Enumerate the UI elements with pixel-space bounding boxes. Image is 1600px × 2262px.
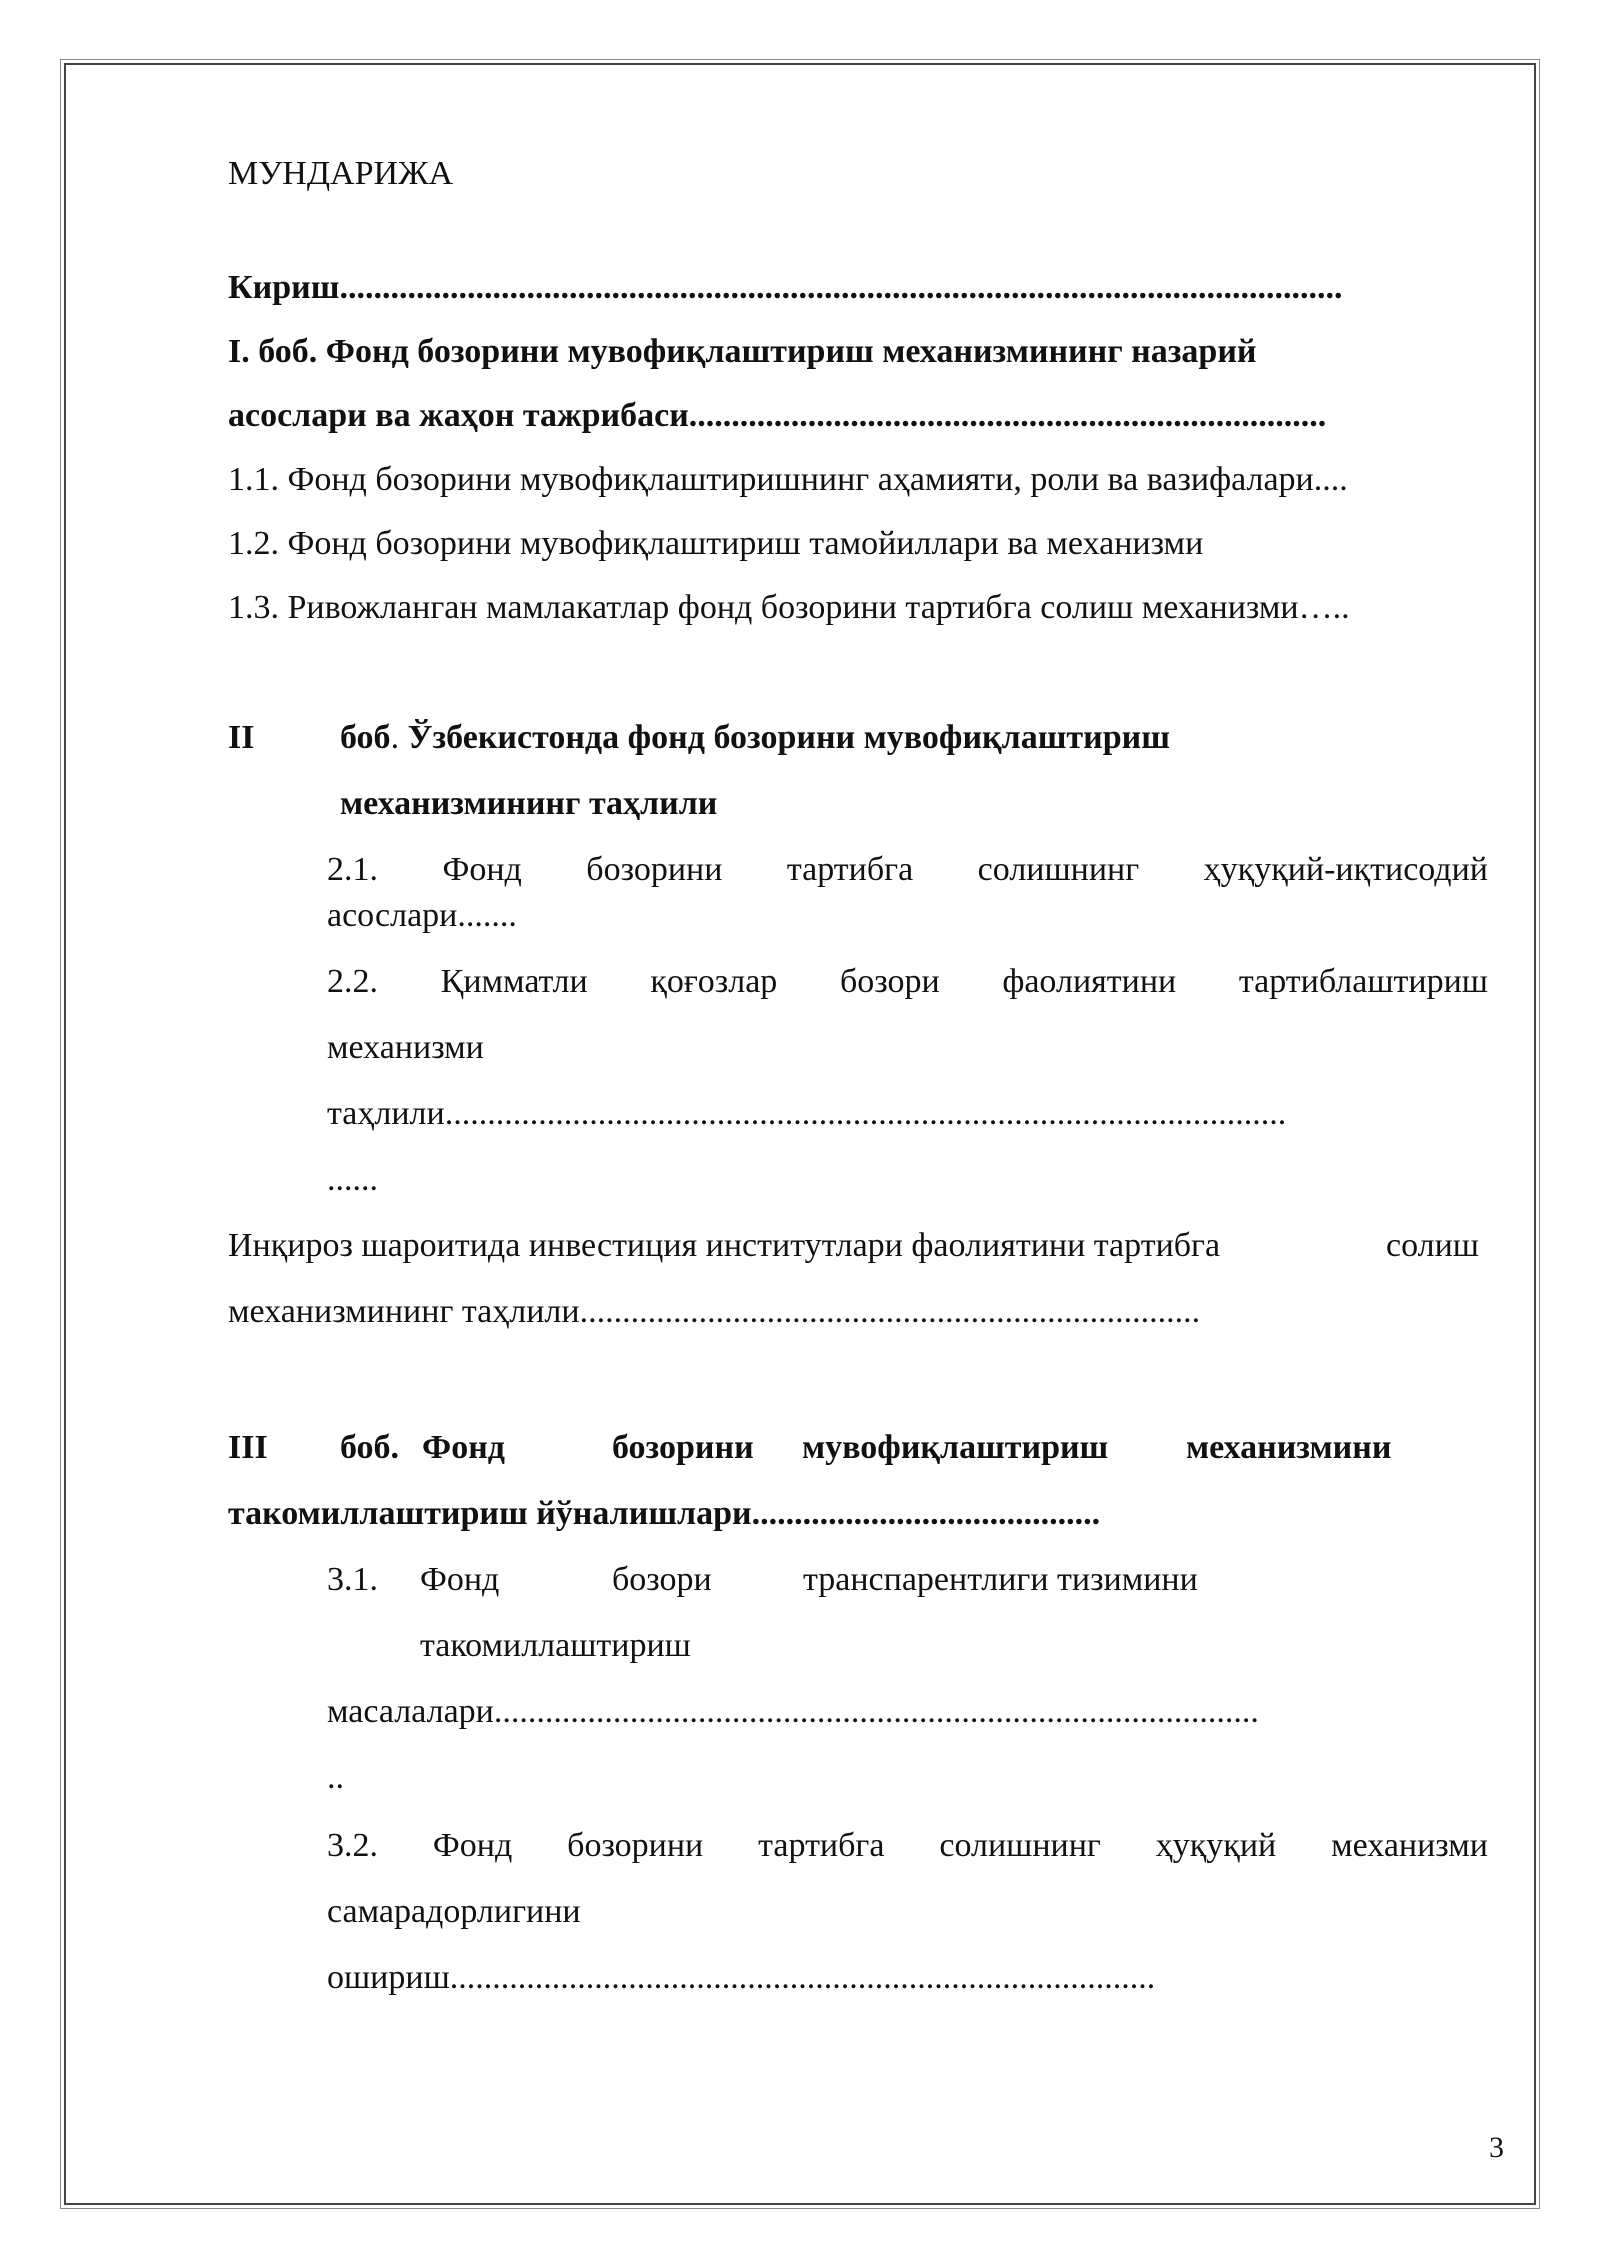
- toc-word: 3.2.: [327, 1827, 378, 1864]
- toc-section-2-3-line-1: Инқироз шароитида инвестиция институтлари фаолиятини тартибга: [228, 1227, 1221, 1264]
- toc-word: солишнинг: [977, 851, 1140, 888]
- toc-section-3-1-word: Фонд: [420, 1561, 500, 1598]
- toc-chapter-3-bob: боб.: [340, 1429, 400, 1466]
- toc-word: 2.1.: [327, 851, 378, 888]
- toc-section-2-3-line-2: механизмининг таҳлили.........................................................................: [228, 1293, 1201, 1330]
- toc-word: 2.2.: [327, 963, 378, 1000]
- toc-chapter-1-line-2: асослари ва жаҳон тажрибаси...........................................................................: [228, 397, 1327, 434]
- toc-word: бозори: [839, 963, 940, 1000]
- toc-chapter-2-line-1: [340, 718, 1170, 758]
- toc-chapter-3-word: бозорини: [612, 1429, 754, 1466]
- page-number: 3: [1489, 2131, 1504, 2164]
- toc-word: Қимматли: [440, 963, 588, 1000]
- toc-section-1-3: 1.3. Ривожланган мамлакатлар фонд бозорини тартибга солиш механизми…..: [228, 589, 1350, 626]
- toc-section-3-1-word: бозори: [612, 1561, 712, 1598]
- toc-section-2-1-line-2: асослари.......: [327, 897, 517, 934]
- toc-chapter-1-line-1: I. боб. Фонд бозорини мувофиқлаштириш механизмининг назарий: [228, 333, 1257, 370]
- page-border: [64, 63, 1536, 2205]
- toc-word: ҳуқуқий: [1155, 1827, 1277, 1864]
- toc-section-3-1-line-2: такомиллаштириш: [420, 1627, 691, 1664]
- toc-section-3-2-line-3: ошириш...................................................................................: [327, 1959, 1156, 1996]
- toc-section-3-2-line-2: самарадорлигини: [327, 1893, 581, 1930]
- toc-intro: Кириш......................................................................................................................: [228, 269, 1343, 306]
- toc-section-2-2-line-4: ......: [327, 1161, 378, 1198]
- toc-word: бозорини: [586, 851, 723, 888]
- toc-chapter-3-word: Фонд: [422, 1429, 505, 1466]
- toc-section-2-2-line-1: [327, 962, 1488, 1002]
- toc-chapter-3-number: III: [228, 1429, 268, 1466]
- toc-word: бозорини: [567, 1827, 704, 1864]
- toc-chapter-3-word: мувофиқлаштириш: [802, 1429, 1109, 1466]
- toc-section-3-1-number: 3.1.: [327, 1561, 378, 1598]
- toc-word: тартибга: [758, 1827, 885, 1864]
- toc-word: механизми: [1331, 1827, 1488, 1864]
- toc-chapter-3-line-2: такомиллаштириш йўналишлари.........................................: [228, 1495, 1101, 1532]
- toc-word: қоғозлар: [650, 963, 778, 1000]
- toc-section-3-2-line-1: [327, 1826, 1488, 1866]
- toc-section-3-1-word: транспарентлиги тизимини: [803, 1561, 1198, 1598]
- toc-chapter-2-number: II: [228, 719, 255, 756]
- toc-section-2-3-line-1-end: солиш: [1386, 1227, 1479, 1264]
- toc-section-3-1-line-3: масалалари..........................................................................................: [327, 1693, 1259, 1730]
- toc-section-2-1-line-1: [327, 850, 1488, 890]
- toc-section-3-1-line-4: ..: [327, 1759, 344, 1796]
- toc-section-2-2-line-2: механизми: [327, 1029, 484, 1066]
- toc-section-2-2-line-3: таҳлили...................................................................................................: [327, 1095, 1287, 1132]
- toc-chapter-2-dot: .: [390, 719, 400, 756]
- toc-word: фаолиятини: [1002, 963, 1177, 1000]
- toc-chapter-2-bob: боб: [340, 719, 391, 756]
- toc-word: Фонд: [442, 851, 522, 888]
- toc-chapter-2-line-2: механизмининг таҳлили: [340, 785, 718, 822]
- toc-section-1-1: 1.1. Фонд бозорини мувофиқлаштиришнинг аҳамияти, роли ва вазифалари....: [228, 461, 1348, 498]
- toc-word: ҳуқуқий-иқтисодий: [1203, 851, 1488, 888]
- toc-chapter-2-title: Ўзбекистонда фонд бозорини мувофиқлаштириш: [407, 719, 1170, 756]
- toc-word: тартибга: [786, 851, 914, 888]
- toc-word: солишнинг: [939, 1827, 1101, 1864]
- toc-word: Фонд: [432, 1827, 513, 1864]
- page-title: МУНДАРИЖА: [228, 155, 454, 192]
- toc-section-1-2: 1.2. Фонд бозорини мувофиқлаштириш тамойиллари ва механизми: [228, 525, 1204, 562]
- toc-chapter-3-word: механизмини: [1186, 1429, 1392, 1466]
- toc-word: тартиблаштириш: [1238, 963, 1488, 1000]
